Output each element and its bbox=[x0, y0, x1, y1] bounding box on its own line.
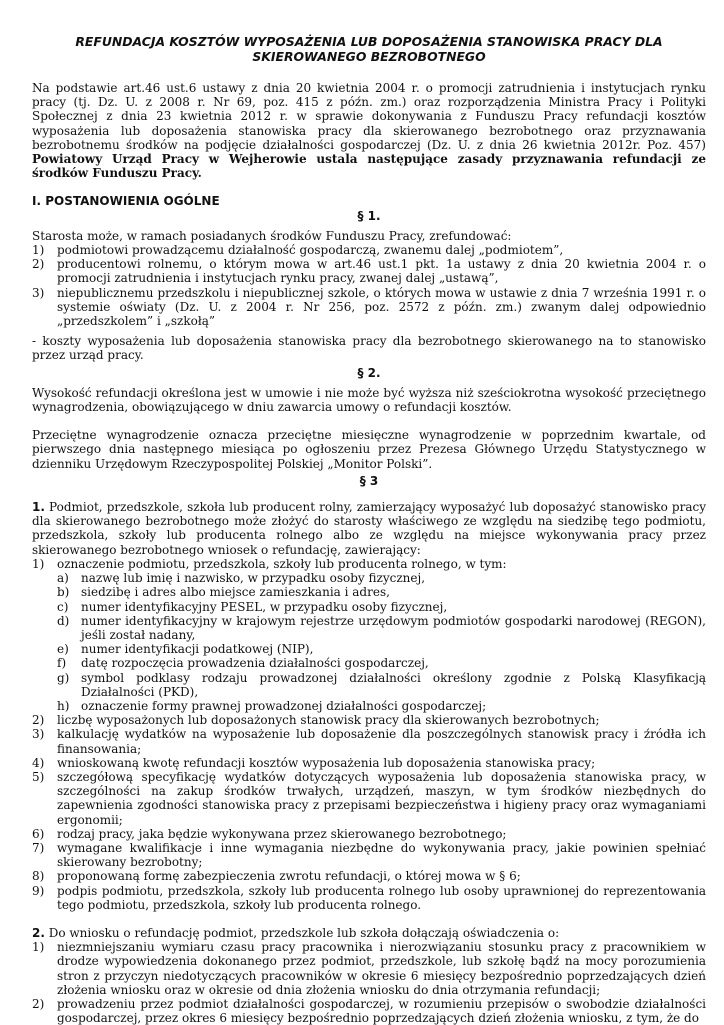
list-text: symbol podklasy rodzaju prowadzonej działalności określony zgodnie z Polską Klasyfikacją Działalności (PKD), bbox=[81, 670, 706, 699]
section-3-paragraph-1 bbox=[32, 500, 706, 557]
list-number: 3) bbox=[32, 285, 45, 300]
list-number: 2) bbox=[32, 996, 45, 1011]
list-item bbox=[32, 557, 706, 571]
list-number: 1) bbox=[32, 940, 45, 955]
list-letter: e) bbox=[57, 642, 69, 657]
section-3-heading: § 3 bbox=[359, 473, 379, 488]
list-number: 3) bbox=[32, 727, 45, 742]
paragraph-text: Do wniosku o refundację podmiot, przedszkole lub szkoła dołączają oświadczenia o: bbox=[44, 925, 560, 940]
list-text: liczbę wyposażonych lub doposażonych stanowisk pracy dla skierowanych bezrobotnych; bbox=[57, 713, 600, 728]
list-number: 8) bbox=[32, 869, 45, 884]
list-text: kalkulację wydatków na wyposażenie lub doposażenie dla poszczególnych stanowisk pracy i źródła ich finansowania; bbox=[57, 727, 706, 756]
list-text: proponowaną formę zabezpieczenia zwrotu refundacji, o której mowa w § 6; bbox=[57, 869, 521, 884]
list-text: numer identyfikacyjny PESEL, w przypadku osoby fizycznej, bbox=[81, 599, 448, 614]
paragraph-number: 2. bbox=[32, 925, 45, 940]
list-item bbox=[32, 286, 706, 329]
section-3-paragraph-2 bbox=[32, 926, 706, 940]
sub-list-item bbox=[57, 571, 706, 585]
section-2-heading: § 2. bbox=[357, 365, 381, 380]
intro-bold-text: Powiatowy Urząd Pracy w Wejherowie ustala następujące zasady przyznawania refundacji ze środków Funduszu Pracy. bbox=[32, 152, 706, 181]
list-letter: h) bbox=[57, 698, 70, 713]
section-1-heading: § 1. bbox=[357, 208, 381, 223]
list-item bbox=[32, 940, 706, 997]
sub-list-item bbox=[57, 671, 706, 699]
list-item bbox=[32, 884, 706, 912]
list-text: szczegółową specyfikację wydatków dotyczących wyposażenia lub doposażenia stanowiska pracy, w szczególności na zakup środków trwałych, urządzeń, maszyn, w tym środków niezbędnych do zapewnienia zgodności stanowiska pracy z przepisami bezpieczeństwa i higieny pracy oraz wymaganiami ergonomii; bbox=[57, 769, 706, 827]
list-item bbox=[32, 243, 706, 257]
document-page bbox=[32, 34, 706, 1025]
document-title: REFUNDACJA KOSZTÓW WYPOSAŻENIA LUB DOPOSAŻENIA STANOWISKA PRACY DLA SKIEROWANEGO BEZROBOTNEGO bbox=[75, 34, 663, 64]
list-text: podmiotowi prowadzącemu działalność gospodarczą, zwanemu dalej „podmiotem”, bbox=[57, 243, 564, 258]
sub-list-item bbox=[57, 642, 706, 656]
list-text: numer identyfikacyjny w krajowym rejestrze urzędowym podmiotów gospodarki narodowej (REGON), jeśli został nadany, bbox=[81, 613, 706, 642]
list-item bbox=[32, 827, 706, 841]
list-number: 1) bbox=[32, 556, 45, 571]
section-2-paragraph-2: Przeciętne wynagrodzenie oznacza przeciętne miesięczne wynagrodzenie w poprzednim kwartale, od pierwszego dnia następnego miesiąca po ogłoszeniu przez Prezesa Głównego Urzędu Statystycznego w dzienniku Urzędowym Rzeczypospolitej Polskiej „Monitor Polski”. bbox=[32, 428, 706, 471]
list-text: siedzibę i adres albo miejsce zamieszkania i adres, bbox=[81, 585, 390, 600]
list-letter: g) bbox=[57, 670, 70, 685]
list-item bbox=[32, 713, 706, 727]
list-item bbox=[32, 841, 706, 869]
list-text: prowadzeniu przez podmiot działalności gospodarczej, w rozumieniu przepisów o swobodzie działalności gospodarczej, przez okres 6 miesięcy bezpośrednio poprzedzających dzień złożenia wniosku, z tym, że do bbox=[57, 996, 706, 1025]
section-1-tail: - koszty wyposażenia lub doposażenia stanowiska pracy dla bezrobotnego skierowanego na to stanowisko przez urząd pracy. bbox=[32, 334, 706, 363]
sub-list-item bbox=[57, 614, 706, 642]
list-item bbox=[32, 756, 706, 770]
list-letter: d) bbox=[57, 613, 70, 628]
list-number: 4) bbox=[32, 755, 45, 770]
list-text: wymagane kwalifikacje i inne wymagania niezbędne do wykonywania pracy, jakie powinien spełniać skierowany bezrobotny; bbox=[57, 840, 706, 870]
list-text: producentowi rolnemu, o którym mowa w art.46 ust.1 pkt. 1a ustawy z dnia 20 kwietnia 2004 r. o promocji zatrudnienia i instytucjach rynku pracy, zwanej dalej „ustawą”, bbox=[57, 257, 706, 286]
list-item bbox=[32, 997, 706, 1025]
list-number: 5) bbox=[32, 769, 45, 784]
list-text: oznaczenie podmiotu, przedszkola, szkoły lub producenta rolnego, w tym: bbox=[57, 556, 507, 571]
list-letter: b) bbox=[57, 585, 70, 600]
list-number: 1) bbox=[32, 243, 45, 258]
list-number: 7) bbox=[32, 840, 45, 855]
paragraph-text: Podmiot, przedszkole, szkoła lub producent rolny, zamierzający wyposażyć lub doposażyć stanowisko pracy dla skierowanego bezrobotnego może złożyć do starosty właściwego ze względu na siedzibę tego podmiotu, przedszkola, szkoły lub producenta rolnego albo ze względu na miejsce wykonywania pracy przez skierowanego bezrobotnego wniosek o refundację, zawierający: bbox=[32, 500, 706, 557]
chapter-heading: I. POSTANOWIENIA OGÓLNE bbox=[32, 194, 220, 209]
list-letter: a) bbox=[57, 571, 69, 586]
intro-text: Na podstawie art.46 ust.6 ustawy z dnia 20 kwietnia 2004 r. o promocji zatrudnienia i instytucjach rynku pracy (tj. Dz. U. z 2008 r. Nr 69, poz. 415 z późn. zm.) oraz rozporządzenia Ministra Pracy i Polityki Społecznej z dnia 23 kwietnia 2012 r. w sprawie dokonywania z Funduszu Pracy refundacji kosztów wyposażenia lub doposażenia stanowiska pracy dla skierowanego bezrobotnego oraz przyznawania bezrobotnemu środków na podjęcie działalności gospodarczej (Dz. U. z dnia 26 kwietnia 2012r. Poz. 457) bbox=[32, 81, 706, 152]
section-3-statement-list bbox=[32, 940, 706, 1025]
sub-list-item bbox=[57, 699, 706, 713]
list-text: oznaczenie formy prawnej prowadzonej działalności gospodarczej; bbox=[81, 698, 487, 713]
list-text: datę rozpoczęcia prowadzenia działalności gospodarczej, bbox=[81, 656, 429, 671]
list-item bbox=[32, 727, 706, 755]
section-2-paragraph-1: Wysokość refundacji określona jest w umowie i nie może być wyższa niż sześciokrotna wysokość przeciętnego wynagrodzenia, obowiązującego w dniu zawarcia umowy o refundacji kosztów. bbox=[32, 385, 706, 415]
sub-list-item bbox=[57, 656, 706, 670]
list-item bbox=[32, 869, 706, 883]
list-text: numer identyfikacji podatkowej (NIP), bbox=[81, 642, 314, 657]
sub-list-item bbox=[57, 585, 706, 599]
list-text: niepublicznemu przedszkolu i niepublicznej szkole, o których mowa w ustawie z dnia 7 września 1991 r. o systemie oświaty (Dz. U. z 2004 r. Nr 256, poz. 2572 z późn. zm.) zwanym dalej odpowiednio „przedszkolem” i „szkołą” bbox=[57, 285, 706, 329]
list-text: nazwę lub imię i nazwisko, w przypadku osoby fizycznej, bbox=[81, 571, 426, 586]
list-text: niezmniejszaniu wymiaru czasu pracy pracownika i nierozwiązaniu stosunku pracy z pracownikiem w drodze wypowiedzenia dokonanego przez podmiot, przedszkole, lub szkołę bądź na mocy porozumienia stron z przyczyn niedotyczących pracowników w okresie 6 miesięcy bezpośrednio poprzedzających dzień złożenia wniosku oraz w okresie od dnia złożenia wniosku do dnia otrzymania refundacji; bbox=[57, 940, 706, 997]
list-letter: f) bbox=[57, 656, 67, 671]
list-number: 6) bbox=[32, 826, 45, 841]
section-1-list bbox=[32, 243, 706, 328]
list-text: podpis podmiotu, przedszkola, szkoły lub producenta rolnego lub osoby uprawnionej do reprezentowania tego podmiotu, przedszkola, szkoły lub producenta rolnego. bbox=[57, 883, 706, 912]
list-number: 9) bbox=[32, 883, 45, 898]
list-text: wnioskowaną kwotę refundacji kosztów wyposażenia lub doposażenia stanowiska pracy; bbox=[57, 755, 596, 770]
list-text: rodzaj pracy, jaka będzie wykonywana przez skierowanego bezrobotnego; bbox=[57, 826, 507, 841]
list-number: 2) bbox=[32, 713, 45, 728]
list-number: 2) bbox=[32, 257, 45, 272]
list-letter: c) bbox=[57, 599, 69, 614]
list-item bbox=[32, 257, 706, 285]
intro-paragraph bbox=[32, 81, 706, 180]
paragraph-number: 1. bbox=[32, 500, 45, 515]
list-item bbox=[32, 770, 706, 827]
section-3-list bbox=[32, 557, 706, 912]
sub-list-item bbox=[57, 600, 706, 614]
sub-list bbox=[57, 571, 706, 713]
section-1-lead: Starosta może, w ramach posiadanych środków Funduszu Pracy, zrefundować: bbox=[32, 228, 512, 243]
